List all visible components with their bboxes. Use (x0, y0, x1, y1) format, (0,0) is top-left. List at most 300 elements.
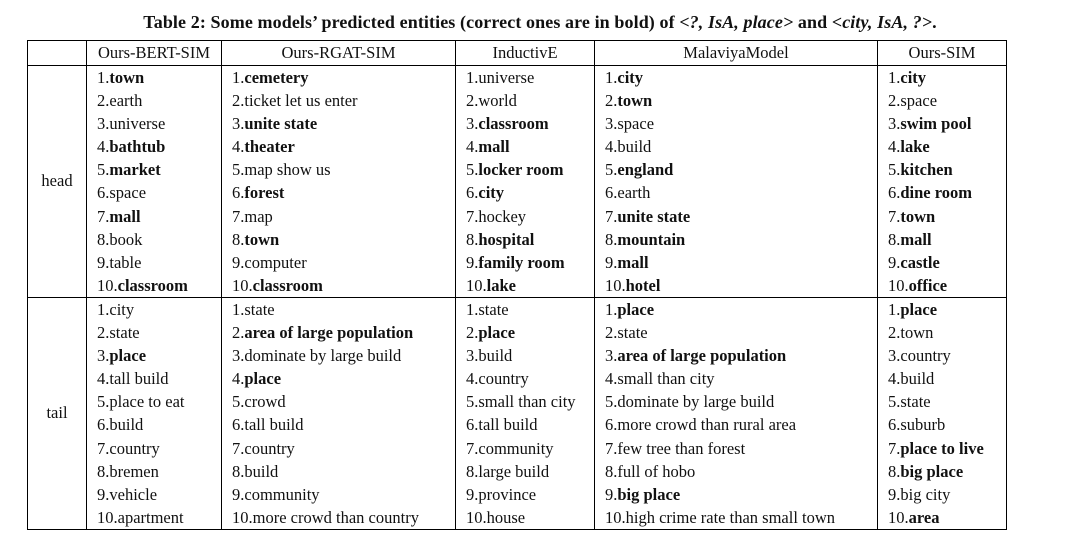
rank-number: 5. (97, 392, 110, 412)
entity: crowd (244, 392, 286, 412)
entity-correct: place (617, 299, 655, 319)
prediction-item (466, 367, 594, 390)
entity-correct: hospital (478, 229, 535, 249)
entity: small than city (617, 369, 715, 389)
prediction-item (888, 205, 1006, 228)
rank-number: 2. (888, 91, 901, 111)
prediction-item (466, 437, 594, 460)
section-label: head (28, 66, 87, 298)
entity: hockey (478, 206, 527, 226)
entity: build (244, 461, 279, 481)
prediction-item (888, 228, 1006, 251)
prediction-list (222, 297, 456, 529)
prediction-item (97, 483, 221, 506)
prediction-item (232, 437, 455, 460)
entity-correct: market (109, 160, 161, 180)
section-row-head (28, 66, 1007, 298)
rank-number: 6. (97, 415, 110, 435)
prediction-item (605, 135, 877, 158)
prediction-item (232, 89, 455, 112)
prediction-item (466, 181, 594, 204)
entity-correct: family room (478, 252, 565, 272)
prediction-item (888, 298, 1006, 321)
rank-number: 3. (605, 346, 618, 366)
rank-number: 6. (605, 183, 618, 203)
prediction-item (888, 112, 1006, 135)
prediction-item (97, 66, 221, 89)
rank-number: 1. (97, 299, 110, 319)
entity: space (900, 91, 938, 111)
prediction-item (97, 158, 221, 181)
rank-number: 7. (466, 206, 479, 226)
column-header: InductivE (456, 41, 595, 66)
rank-number: 7. (888, 438, 901, 458)
rank-number: 9. (605, 484, 618, 504)
entity: state (478, 299, 509, 319)
entity-correct: lake (900, 137, 930, 157)
entity: build (109, 415, 144, 435)
rank-number: 5. (232, 392, 245, 412)
entity-correct: lake (486, 275, 516, 295)
entity-correct: big place (617, 484, 681, 504)
header-row (28, 41, 1007, 66)
entity: state (244, 299, 275, 319)
rank-number: 6. (605, 415, 618, 435)
entity-correct: city (478, 183, 505, 203)
entity-correct: kitchen (900, 160, 953, 180)
prediction-item (466, 413, 594, 436)
rank-number: 2. (466, 323, 479, 343)
rank-number: 1. (605, 68, 618, 87)
rank-number: 3. (232, 346, 245, 366)
entity-correct: mall (617, 252, 649, 272)
entity-correct: town (900, 206, 936, 226)
entity: tall build (478, 415, 538, 435)
prediction-item (97, 321, 221, 344)
rank-number: 9. (232, 484, 245, 504)
prediction-item (605, 437, 877, 460)
rank-number: 6. (97, 183, 110, 203)
prediction-item (888, 367, 1006, 390)
rank-number: 6. (888, 415, 901, 435)
rank-number: 7. (232, 438, 245, 458)
prediction-item (97, 228, 221, 251)
entity-correct: unite state (244, 114, 318, 134)
rank-number: 8. (888, 229, 901, 249)
prediction-item (232, 274, 455, 297)
entity: state (109, 323, 140, 343)
prediction-list (456, 66, 595, 298)
rank-number: 5. (888, 392, 901, 412)
entity-correct: town (109, 68, 145, 87)
prediction-item (97, 460, 221, 483)
column-header: Ours-SIM (878, 41, 1007, 66)
entity: community (478, 438, 554, 458)
entity-correct: mall (109, 206, 141, 226)
prediction-item (232, 228, 455, 251)
caption-query-1: <?, IsA, place> (679, 12, 794, 32)
rank-number: 8. (97, 461, 110, 481)
entity: book (109, 229, 143, 249)
rank-number: 3. (466, 114, 479, 134)
column-header: Ours-RGAT-SIM (222, 41, 456, 66)
entity-correct: area of large population (244, 323, 414, 343)
entity-correct: area of large population (617, 346, 787, 366)
prediction-item (466, 228, 594, 251)
entity: country (109, 438, 160, 458)
rank-number: 5. (605, 392, 618, 412)
prediction-item (97, 390, 221, 413)
rank-number: 1. (888, 299, 901, 319)
rank-number: 4. (605, 369, 618, 389)
prediction-item (232, 135, 455, 158)
rank-number: 8. (97, 229, 110, 249)
rank-number: 4. (466, 137, 479, 157)
rank-number: 4. (97, 369, 110, 389)
column-header: Ours-BERT-SIM (87, 41, 222, 66)
prediction-item (466, 158, 594, 181)
rank-number: 10. (97, 275, 118, 295)
rank-number: 5. (466, 160, 479, 180)
entity-correct: area (908, 507, 940, 527)
rank-number: 6. (888, 183, 901, 203)
prediction-item (605, 460, 877, 483)
prediction-item (466, 66, 594, 89)
entity: tall build (244, 415, 304, 435)
rank-number: 6. (232, 183, 245, 203)
entity: table (109, 252, 142, 272)
rank-number: 4. (232, 137, 245, 157)
entity: dominate by large build (617, 392, 775, 412)
rank-number: 1. (605, 299, 618, 319)
caption-end: . (932, 12, 937, 32)
prediction-item (466, 506, 594, 529)
entity-correct: mountain (617, 229, 686, 249)
entity: more crowd than rural area (617, 415, 797, 435)
prediction-item (605, 344, 877, 367)
entity-correct: swim pool (900, 114, 972, 134)
rank-number: 1. (232, 299, 245, 319)
entity: earth (109, 91, 143, 111)
entity: big city (900, 484, 951, 504)
entity: earth (617, 183, 651, 203)
rank-number: 10. (232, 275, 253, 295)
prediction-item (97, 413, 221, 436)
rank-number: 7. (97, 206, 110, 226)
entity-correct: place (900, 299, 938, 319)
rank-number: 7. (605, 206, 618, 226)
entity: more crowd than country (252, 507, 419, 527)
entity: large build (478, 461, 550, 481)
rank-number: 5. (97, 160, 110, 180)
rank-number: 2. (97, 91, 110, 111)
rank-number: 8. (232, 229, 245, 249)
prediction-item (97, 112, 221, 135)
prediction-item (605, 298, 877, 321)
prediction-item (605, 228, 877, 251)
entity: community (244, 484, 320, 504)
prediction-item (232, 483, 455, 506)
rank-number: 10. (97, 507, 118, 527)
entity: computer (244, 252, 307, 272)
rank-number: 4. (888, 137, 901, 157)
entity-correct: theater (244, 137, 295, 157)
entity-correct: town (244, 229, 280, 249)
prediction-item (888, 506, 1006, 529)
rank-number: 10. (466, 507, 487, 527)
rank-number: 9. (466, 252, 479, 272)
rank-number: 9. (97, 252, 110, 272)
entity-correct: place (109, 346, 147, 366)
rank-number: 3. (888, 346, 901, 366)
rank-number: 9. (97, 484, 110, 504)
prediction-item (605, 205, 877, 228)
rank-number: 9. (888, 484, 901, 504)
prediction-item (605, 483, 877, 506)
entity: town (900, 323, 934, 343)
prediction-item (466, 298, 594, 321)
rank-number: 4. (888, 369, 901, 389)
prediction-item (466, 321, 594, 344)
rank-number: 8. (888, 461, 901, 481)
rank-number: 6. (466, 183, 479, 203)
entity: build (900, 369, 935, 389)
entity: vehicle (109, 484, 158, 504)
prediction-item (232, 413, 455, 436)
entity-correct: classroom (478, 114, 549, 134)
prediction-item (888, 437, 1006, 460)
prediction-item (232, 321, 455, 344)
prediction-item (888, 66, 1006, 89)
entity-correct: mall (900, 229, 932, 249)
entity: build (617, 137, 652, 157)
prediction-item (888, 274, 1006, 297)
entity-correct: cemetery (244, 68, 309, 87)
entity: space (617, 114, 655, 134)
column-header: MalaviyaModel (595, 41, 878, 66)
entity-correct: place (478, 323, 516, 343)
prediction-item (97, 205, 221, 228)
entity: full of hobo (617, 461, 696, 481)
rank-number: 7. (466, 438, 479, 458)
table-body (28, 66, 1007, 530)
prediction-item (97, 344, 221, 367)
prediction-item (888, 321, 1006, 344)
prediction-item (888, 158, 1006, 181)
rank-number: 8. (605, 461, 618, 481)
rank-number: 10. (232, 507, 253, 527)
prediction-item (605, 112, 877, 135)
rank-number: 4. (466, 369, 479, 389)
entity-correct: england (617, 160, 674, 180)
rank-number: 5. (605, 160, 618, 180)
entity-correct: big place (900, 461, 964, 481)
rank-number: 9. (232, 252, 245, 272)
prediction-item (232, 298, 455, 321)
prediction-list (87, 66, 222, 298)
rank-number: 4. (605, 137, 618, 157)
entity: house (486, 507, 526, 527)
prediction-item (232, 158, 455, 181)
prediction-item (888, 181, 1006, 204)
prediction-item (605, 89, 877, 112)
rank-number: 8. (605, 229, 618, 249)
rank-number: 7. (97, 438, 110, 458)
prediction-item (888, 135, 1006, 158)
entity: universe (478, 68, 535, 87)
section-row-tail (28, 297, 1007, 529)
entity: few tree than forest (617, 438, 746, 458)
prediction-item (232, 112, 455, 135)
prediction-item (888, 344, 1006, 367)
entity-correct: unite state (617, 206, 691, 226)
prediction-item (605, 367, 877, 390)
entity: build (478, 346, 513, 366)
rank-number: 3. (97, 114, 110, 134)
prediction-item (466, 205, 594, 228)
prediction-item (97, 135, 221, 158)
corner-header (28, 41, 87, 66)
rank-number: 2. (232, 323, 245, 343)
entity: world (478, 91, 517, 111)
prediction-item (232, 251, 455, 274)
rank-number: 10. (605, 507, 626, 527)
entity-correct: dine room (900, 183, 973, 203)
rank-number: 9. (605, 252, 618, 272)
rank-number: 5. (466, 392, 479, 412)
entity: city (109, 299, 135, 319)
rank-number: 9. (466, 484, 479, 504)
caption-query-2: <city, IsA, ?> (831, 12, 933, 32)
rank-number: 2. (605, 323, 618, 343)
prediction-list (456, 297, 595, 529)
prediction-item (232, 66, 455, 89)
prediction-item (97, 89, 221, 112)
prediction-item (232, 367, 455, 390)
prediction-item (888, 460, 1006, 483)
entity: small than city (478, 392, 576, 412)
entity: map show us (244, 160, 331, 180)
entity-correct: locker room (478, 160, 564, 180)
prediction-item (97, 437, 221, 460)
prediction-item (605, 274, 877, 297)
prediction-item (466, 274, 594, 297)
entity: suburb (900, 415, 946, 435)
rank-number: 2. (232, 91, 245, 111)
prediction-item (605, 321, 877, 344)
rank-number: 10. (466, 275, 487, 295)
prediction-item (232, 181, 455, 204)
prediction-item (605, 181, 877, 204)
entity-correct: forest (244, 183, 285, 203)
entity-correct: place (244, 369, 282, 389)
rank-number: 3. (97, 346, 110, 366)
prediction-list (878, 66, 1007, 298)
entity: dominate by large build (244, 346, 402, 366)
entity: high crime rate than small town (625, 507, 836, 527)
rank-number: 7. (232, 206, 245, 226)
prediction-item (466, 483, 594, 506)
rank-number: 8. (232, 461, 245, 481)
table-caption (0, 12, 1080, 33)
predictions-table (27, 40, 1007, 530)
rank-number: 1. (888, 68, 901, 87)
prediction-item (605, 251, 877, 274)
prediction-list (595, 66, 878, 298)
prediction-item (232, 344, 455, 367)
prediction-item (466, 251, 594, 274)
prediction-item (888, 89, 1006, 112)
prediction-item (466, 135, 594, 158)
entity: country (900, 346, 951, 366)
prediction-item (97, 251, 221, 274)
prediction-item (605, 390, 877, 413)
prediction-item (466, 460, 594, 483)
entity-correct: office (908, 275, 948, 295)
entity-correct: town (617, 91, 653, 111)
rank-number: 4. (232, 369, 245, 389)
prediction-item (605, 506, 877, 529)
prediction-list (222, 66, 456, 298)
prediction-item (97, 367, 221, 390)
entity: country (244, 438, 295, 458)
entity-correct: hotel (625, 275, 661, 295)
rank-number: 4. (97, 137, 110, 157)
prediction-item (466, 89, 594, 112)
entity-correct: classroom (252, 275, 323, 295)
rank-number: 2. (605, 91, 618, 111)
rank-number: 5. (888, 160, 901, 180)
entity: tall build (109, 369, 169, 389)
prediction-item (232, 390, 455, 413)
rank-number: 2. (466, 91, 479, 111)
prediction-item (888, 413, 1006, 436)
entity: state (617, 323, 648, 343)
prediction-item (888, 251, 1006, 274)
prediction-item (466, 344, 594, 367)
prediction-item (97, 298, 221, 321)
rank-number: 2. (888, 323, 901, 343)
prediction-item (97, 506, 221, 529)
entity: map (244, 206, 273, 226)
prediction-list (878, 297, 1007, 529)
entity-correct: place to live (900, 438, 984, 458)
prediction-item (232, 205, 455, 228)
entity: place to eat (109, 392, 185, 412)
rank-number: 7. (605, 438, 618, 458)
entity-correct: castle (900, 252, 940, 272)
rank-number: 3. (605, 114, 618, 134)
rank-number: 7. (888, 206, 901, 226)
rank-number: 1. (466, 299, 479, 319)
rank-number: 6. (466, 415, 479, 435)
prediction-item (97, 181, 221, 204)
entity: universe (109, 114, 166, 134)
entity: state (900, 392, 931, 412)
rank-number: 10. (888, 275, 909, 295)
rank-number: 3. (466, 346, 479, 366)
prediction-item (888, 390, 1006, 413)
rank-number: 2. (97, 323, 110, 343)
prediction-item (466, 112, 594, 135)
prediction-item (232, 460, 455, 483)
rank-number: 9. (888, 252, 901, 272)
rank-number: 3. (232, 114, 245, 134)
entity: ticket let us enter (244, 91, 358, 111)
section-label: tail (28, 297, 87, 529)
caption-mid: and (793, 12, 832, 32)
rank-number: 10. (605, 275, 626, 295)
